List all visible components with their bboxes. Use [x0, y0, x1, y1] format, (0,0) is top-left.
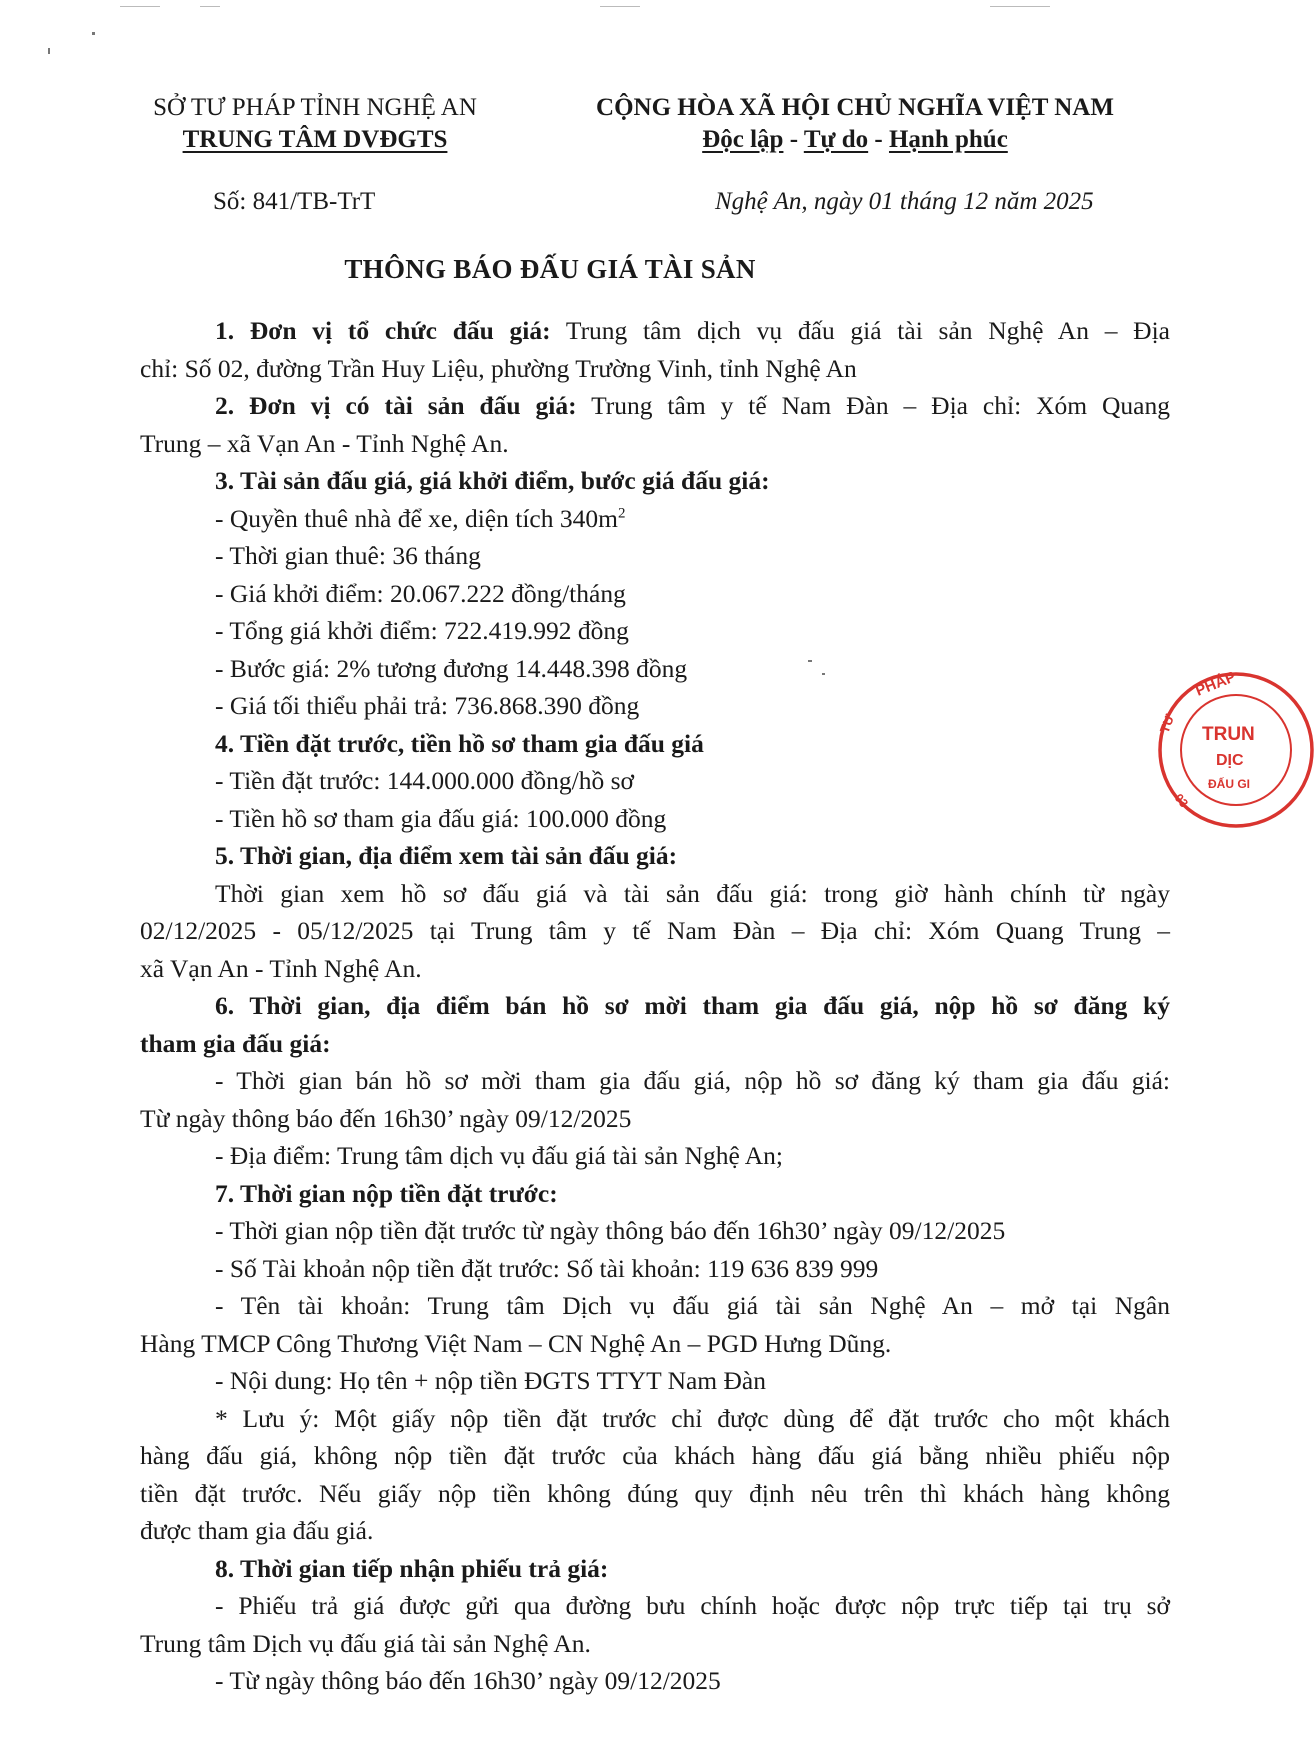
- org-name: TRUNG TÂM DVĐGTS: [182, 126, 448, 153]
- section-6-line: - Địa điểm: Trung tâm dịch vụ đấu giá tài sản Nghệ An;: [215, 1141, 784, 1170]
- section-7-note: hàng đấu giá, không nộp tiền đặt trước của khách hàng đấu giá bằng nhiều phiếu nộp: [140, 1441, 1170, 1470]
- section-3-item: - Tổng giá khởi điểm: 722.419.992 đồng: [215, 616, 629, 645]
- section-1: 1. Đơn vị tổ chức đấu giá: Trung tâm dịch vụ đấu giá tài sản Nghệ An – Địa: [215, 316, 1170, 345]
- section-5-line: Thời gian xem hồ sơ đấu giá và tài sản đấu giá: trong giờ hành chính từ ngày: [215, 878, 1170, 908]
- official-stamp: [1156, 670, 1316, 830]
- section-3-item: - Quyền thuê nhà để xe, diện tích $340m^2$: [215, 503, 626, 533]
- header-organization: [110, 92, 520, 156]
- section-4-heading: 4. Tiền đặt trước, tiền hồ sơ tham gia đấu giá: [215, 728, 704, 758]
- section-4-item: - Tiền hồ sơ tham gia đấu giá: 100.000 đồng: [215, 803, 667, 833]
- section-6-line: Từ ngày thông báo đến 16h30’ ngày 09/12/2025: [140, 1103, 632, 1133]
- section-3-item: - Giá khởi điểm: 20.067.222 đồng/tháng: [215, 578, 626, 608]
- country-name: CỘNG HÒA XÃ HỘI CHỦ NGHĨA VIỆT NAM: [596, 94, 1114, 121]
- header-national: [555, 92, 1155, 156]
- section-8-heading: 8. Thời gian tiếp nhận phiếu trả giá:: [215, 1553, 609, 1583]
- org-parent: SỞ TƯ PHÁP TỈNH NGHỆ AN: [153, 94, 477, 121]
- stamp-text-bottom: 03: [1171, 790, 1192, 811]
- section-5-line: 02/12/2025 - 05/12/2025 tại Trung tâm y tế Nam Đàn – Địa chỉ: Xóm Quang Trung –: [140, 916, 1170, 945]
- scan-speck: [48, 48, 50, 54]
- section-6-heading: 6. Thời gian, địa điểm bán hồ sơ mời tham gia đấu giá, nộp hồ sơ đăng ký: [215, 991, 1170, 1020]
- section-3-item: - Bước giá: 2% tương đương 14.448.398 đồng: [215, 653, 688, 683]
- section-7-note: được tham gia đấu giá.: [140, 1516, 374, 1545]
- document-title: THÔNG BÁO ĐẤU GIÁ TÀI SẢN: [344, 254, 756, 284]
- section-7-line: - Nội dung: Họ tên + nộp tiền ĐGTS TTYT Nam Đàn: [215, 1366, 767, 1395]
- section-2-line: Trung – xã Vạn An - Tỉnh Nghệ An.: [140, 428, 509, 458]
- section-7-note: * Lưu ý: Một giấy nộp tiền đặt trước chỉ được dùng để đặt trước cho một khách: [215, 1403, 1170, 1433]
- section-7-line: Hàng TMCP Công Thương Việt Nam – CN Nghệ An – PGD Hưng Dũng.: [140, 1328, 892, 1358]
- section-7-heading: 7. Thời gian nộp tiền đặt trước:: [215, 1178, 558, 1208]
- section-3-heading: 3. Tài sản đấu giá, giá khởi điểm, bước giá đấu giá:: [215, 466, 770, 495]
- national-motto: Độc lập - Tự do - Hạnh phúc: [702, 126, 1008, 153]
- section-5-line: xã Vạn An - Tỉnh Nghệ An.: [140, 953, 422, 983]
- section-6-line: - Thời gian bán hồ sơ mời tham gia đấu giá, nộp hồ sơ đăng ký tham gia đấu giá:: [215, 1066, 1170, 1095]
- section-7-line: - Tên tài khoản: Trung tâm Dịch vụ đấu giá tài sản Nghệ An – mở tại Ngân: [215, 1291, 1170, 1320]
- section-4-item: - Tiền đặt trước: 144.000.000 đồng/hồ sơ: [215, 766, 635, 795]
- section-7-note: tiền đặt trước. Nếu giấy nộp tiền không đúng quy định nêu trên thì khách hàng không: [140, 1478, 1170, 1508]
- scan-artifact: [120, 6, 160, 7]
- section-8-line: Trung tâm Dịch vụ đấu giá tài sản Nghệ An.: [140, 1628, 591, 1658]
- stamp-line-2: DỊC: [1216, 752, 1244, 769]
- section-6-heading: tham gia đấu giá:: [140, 1028, 331, 1058]
- section-2: 2. Đơn vị có tài sản đấu giá: Trung tâm y tế Nam Đàn – Địa chỉ: Xóm Quang: [215, 391, 1170, 420]
- scan-speck: [92, 32, 95, 35]
- section-3-item: - Thời gian thuê: 36 tháng: [215, 541, 481, 570]
- scan-artifact: [990, 6, 1050, 7]
- section-1-line: chỉ: Số 02, đường Trần Huy Liệu, phường Trường Vinh, tỉnh Nghệ An: [140, 353, 857, 383]
- scan-artifact: [200, 6, 220, 7]
- section-3-item: - Giá tối thiểu phải trả: 736.868.390 đồng: [215, 691, 640, 720]
- section-5-heading: 5. Thời gian, địa điểm xem tài sản đấu giá:: [215, 841, 678, 870]
- stamp-text-left: TƯ: [1156, 712, 1178, 736]
- scan-artifact: [600, 6, 640, 7]
- section-8-line: - Từ ngày thông báo đến 16h30’ ngày 09/12/2025: [215, 1666, 721, 1695]
- stamp-line-3: ĐẤU GI: [1208, 777, 1250, 791]
- section-8-line: - Phiếu trả giá được gửi qua đường bưu chính hoặc được nộp trực tiếp tại trụ sở: [215, 1591, 1170, 1620]
- place-date: Nghệ An, ngày 01 tháng 12 năm 2025: [715, 188, 1094, 215]
- stamp-line-1: TRUN: [1202, 724, 1255, 745]
- section-7-line: - Thời gian nộp tiền đặt trước từ ngày thông báo đến 16h30’ ngày 09/12/2025: [215, 1216, 1006, 1245]
- stamp-text-top: PHÁP: [1193, 668, 1239, 700]
- document-number: Số: 841/TB-TrT: [213, 188, 376, 215]
- section-7-line: - Số Tài khoản nộp tiền đặt trước: Số tài khoản: 119 636 839 999: [215, 1253, 879, 1283]
- document-body: [140, 312, 1170, 1700]
